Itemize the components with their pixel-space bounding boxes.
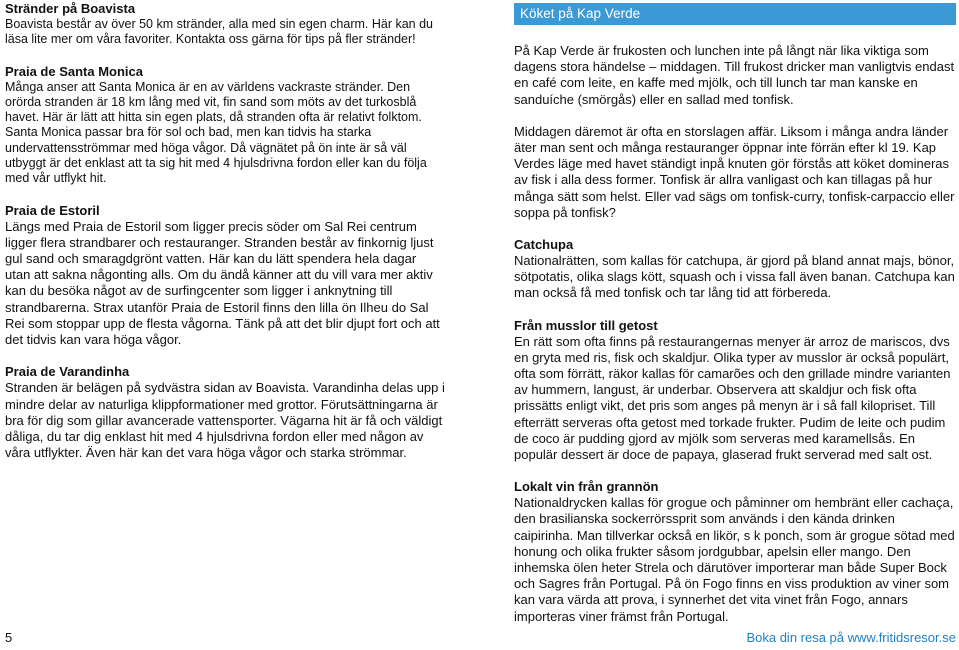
section-santa-monica (5, 64, 445, 187)
section-beaches-intro (5, 1, 445, 48)
left-column (5, 0, 445, 461)
page-number: 5 (5, 630, 13, 645)
section-estoril (5, 203, 445, 349)
section-heading: Praia de Varandinha (5, 364, 130, 380)
section-catchupa (514, 237, 956, 302)
section-heading: Lokalt vin från grannön (514, 479, 659, 495)
section-heading: Catchupa (514, 237, 574, 253)
section-seafood-cheese (514, 318, 956, 464)
section-heading: Från musslor till getost (514, 317, 658, 333)
section-body: Många anser att Santa Monica är en av världens vackraste stränder. Den orörda stranden är 18 km lång med vit, fin sand som möts av det turkosblå havet. Här är lätt att hitta sin egen plats, då stranden ofta är relativt folktom. Santa Monica passar bra för sol och bad, men kan tidvis ha starka undervattensströmmar med höga vågor. Då vägnätet på ön inte är så väl utbyggt är det enklast att ta sig hit med 4 hjulsdrivna fordon eller kan du följa med vår utflykt hit. (5, 79, 427, 186)
section-breakfast-lunch (514, 43, 956, 108)
right-column (514, 0, 956, 625)
section-body: På Kap Verde är frukosten och lunchen inte på långt när lika viktiga som dagens stora händelse – middagen. Till frukost dricker man vanligtvis endast en café com leite, en kaffe med mjölk, och till lunch tar man kanske en sanduíche (smörgås) eller en sallad med tonfisk. (514, 43, 955, 107)
section-body: Stranden är belägen på sydvästra sidan av Boavista. Varandinha delas upp i mindre delar av naturliga klippformationer med grottor. Förutsättningarna är bra för dig som gillar avancerade vattensporter. Vägarna hit är få och väldigt dåliga, du tar dig enklast hit med 4 hjulsdrivna fordon eller med någon av våra utflykter. Även här kan det vara höga vågor och starka strömmar. (5, 380, 445, 461)
section-body: Boavista består av över 50 km stränder, alla med sin egen charm. Här kan du läsa lite mer om våra favoriter. Kontakta oss gärna för tips på fler stränder! (5, 17, 433, 47)
section-body: Längs med Praia de Estoril som ligger precis söder om Sal Rei centrum ligger flera strandbarer och restauranger. Stranden består av finkornig ljust gul sand och smaragdgrönt vatten. Här kan du lätt spendera hela dagar utan att sakna någonting alls. Om du ändå känner att du vill vara mer aktiv kan du besöka något av de surfingcenter som ligger i anknytning till strandbarerna. Strax utanför Praia de Estoril finns den lilla ön Ilheu do Sal Rei som stoppar upp de flesta vågorna. Tänk på att det blir djupt fort och att det tidvis kan vara höga vågor. (5, 218, 440, 348)
section-body: Middagen däremot är ofta en storslagen affär. Liksom i många andra länder äter man sent och många restauranger öppnar inte förrän efter kl 19. Kap Verdes läge med havet ständigt inpå knuten gör förstås att köket domineras av fisk i alla dess former. Tonfisk är allra vanligast och kan tillagas på hur många sätt som helst. Eller vad sägs om tonfisk-curry, tonfisk-carpaccio eller soppa på tonfisk? (514, 123, 955, 220)
section-heading: Praia de Estoril (5, 202, 100, 218)
booking-link[interactable]: Boka din resa på www.fritidsresor.se (746, 630, 956, 645)
kitchen-banner: Köket på Kap Verde (514, 3, 956, 25)
section-local-wine (514, 479, 956, 625)
section-heading: Praia de Santa Monica (5, 63, 143, 79)
section-body: Nationalrätten, som kallas för catchupa, är gjord på bland annat majs, bönor, sötpotatis, olika slags kött, squash och i vissa fall även banan. Catchupa kan man också få med tonfisk och tar lång tid att förbereda. (514, 253, 955, 301)
section-heading: Stränder på Boavista (5, 1, 136, 16)
section-body: Nationaldrycken kallas för grogue och påminner om hembränt eller cachaça, den brasilianska sockerrörssprit som används i den kända drinken caipirinha. Man tillverkar också en likör, s k ponch, som är grogue sötad med honung och olika frukter såsom jordgubbar, apelsin eller mango. Den inhemska ölen heter Strela och därutöver importerar man både Super Bock och Sagres från Portugal. På ön Fogo finns en viss produktion av viner som kan vara värda att prova, i synnerhet det vita vinet från Fogo, annars importeras viner främst från Portugal. (514, 495, 955, 624)
section-varandinha (5, 364, 445, 461)
section-body: En rätt som ofta finns på restaurangernas menyer är arroz de mariscos, dvs en gryta med ris, fisk och skaldjur. Olika typer av musslor är också populärt, ofta som förrätt, räkor kallas för camarões och den grillade mindre varianten av hummern, langust, är underbar. Observera att skaldjur och fisk ofta prissätts enligt vikt, det pris som anges på menyn är i så fall kilopriset. Till efterrätt serveras ofta getost med torkade frukter. Pudim de leite och pudim de coco är pudding gjord av mjölk som serveras med karamellsås. En populär dessert är doce de papaya, glaserad frukt serverad med salt ost. (514, 333, 951, 463)
section-dinner (514, 124, 956, 221)
